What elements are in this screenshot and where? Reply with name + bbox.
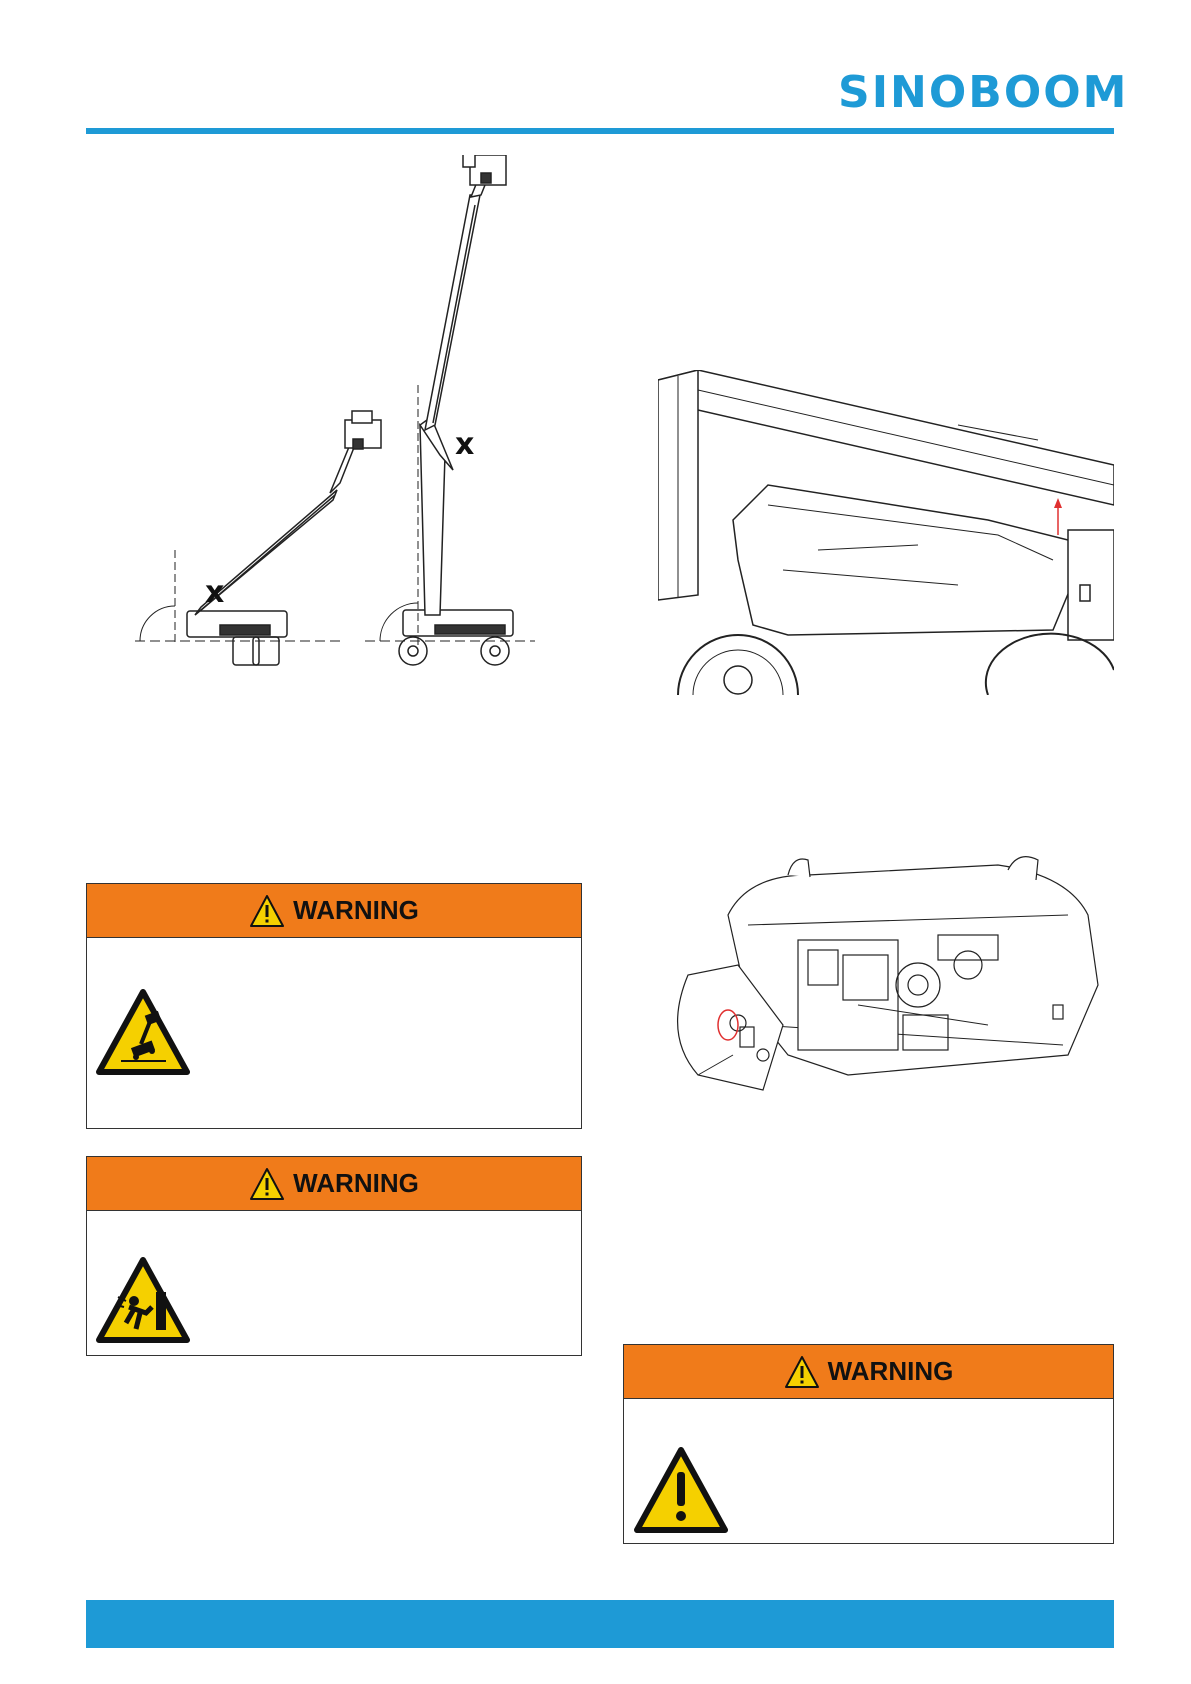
warning-header (87, 884, 581, 938)
engine-compartment-figure (668, 855, 1113, 1155)
warning-triangle-icon (249, 1167, 285, 1201)
warning-header (624, 1345, 1113, 1399)
warning-triangle-icon (784, 1355, 820, 1389)
warning-header (87, 1157, 581, 1211)
warning-title: WARNING (827, 1356, 954, 1386)
warning-box-crush (86, 1156, 582, 1356)
general-warning-icon (634, 1447, 728, 1533)
crush-hazard-icon (96, 1257, 190, 1343)
warning-title: WARNING (293, 1168, 419, 1198)
warning-triangle-icon (249, 894, 285, 928)
warning-box-tip-over (86, 883, 582, 1129)
boom-positions-figure (135, 155, 545, 675)
boom-position-marker: x (455, 427, 475, 462)
boom-position-marker: x (205, 575, 225, 610)
sinoboom-logo: SINOBOOM (838, 67, 1129, 118)
warning-title: WARNING (293, 895, 419, 925)
boom-rest-figure (658, 370, 1114, 695)
tip-over-hazard-icon (96, 989, 190, 1075)
footer-band (86, 1600, 1114, 1648)
header-rule (86, 128, 1114, 134)
warning-box-general (623, 1344, 1114, 1544)
